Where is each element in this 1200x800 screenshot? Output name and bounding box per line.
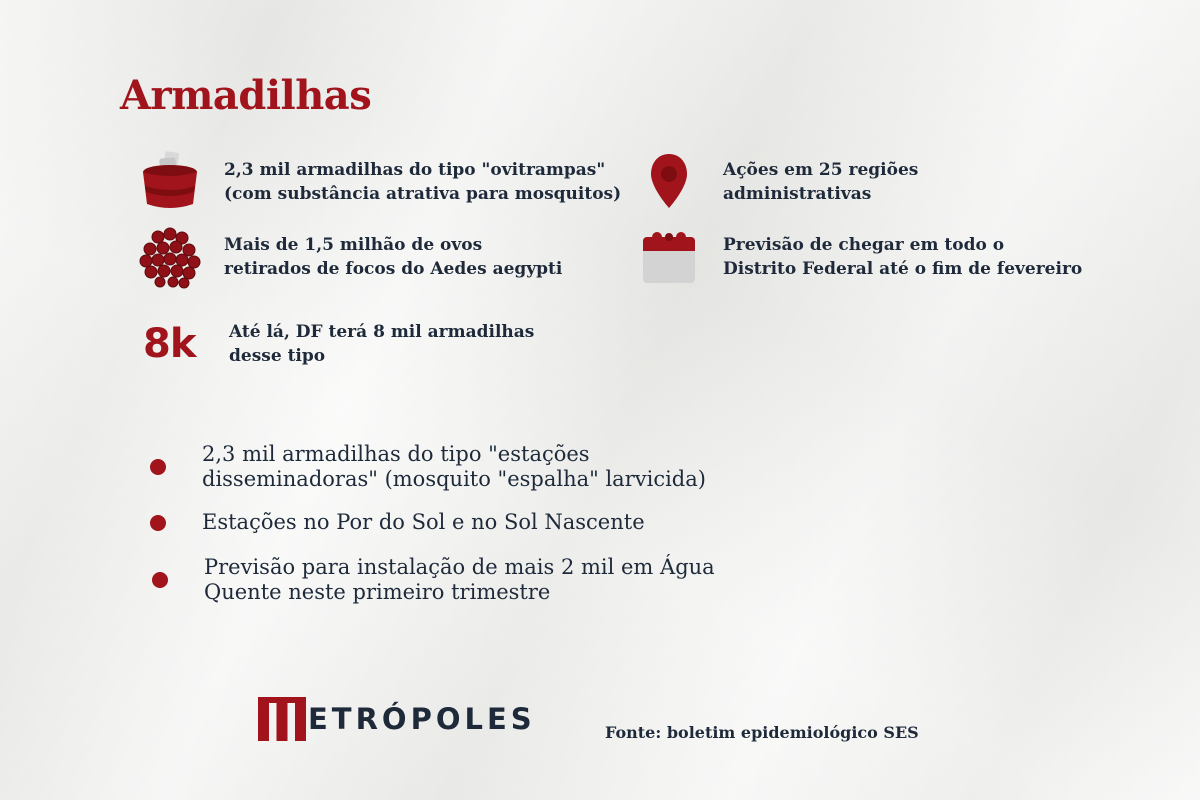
fact-line: Até lá, DF terá 8 mil armadilhas	[229, 322, 535, 342]
bullet-line: 2,3 mil armadilhas do tipo "estações	[202, 442, 590, 466]
trap-cup-icon	[138, 150, 202, 214]
bullet-dot	[150, 515, 166, 531]
fact-line: (com substância atrativa para mosquitos)	[224, 184, 622, 204]
fact-line: Mais de 1,5 milhão de ovos	[224, 235, 483, 255]
metropoles-logo	[258, 697, 536, 741]
fact-line: Previsão de chegar em todo o	[723, 235, 1005, 255]
bullet-line: disseminadoras" (mosquito "espalha" larvicida)	[202, 467, 706, 491]
fact-line: administrativas	[723, 184, 872, 204]
fact-ovos	[138, 225, 562, 289]
fact-line: Distrito Federal até o fim de fevereiro	[723, 259, 1083, 279]
fact-8k	[143, 312, 534, 376]
eggs-icon	[138, 225, 202, 289]
page-title: Armadilhas	[120, 72, 372, 119]
fact-line: Ações em 25 regiões	[723, 160, 919, 180]
bullet-dot	[150, 459, 166, 475]
bullet-agua-quente	[152, 555, 715, 605]
big-number-8k: 8k	[143, 321, 196, 367]
map-pin-icon	[637, 150, 701, 214]
bullet-estacoes-disseminadoras	[150, 442, 706, 492]
metropoles-m-icon	[258, 697, 306, 741]
bullet-line: Quente neste primeiro trimestre	[204, 580, 551, 604]
fact-regioes	[637, 150, 918, 214]
fact-previsao-df	[637, 225, 1082, 289]
bullet-line: Estações no Por do Sol e no Sol Nascente	[202, 510, 645, 534]
bullet-dot	[152, 572, 168, 588]
fact-line: desse tipo	[229, 346, 326, 366]
bullet-por-do-sol	[150, 510, 645, 535]
logo-text: ETRÓPOLES	[308, 702, 536, 736]
fact-line: 2,3 mil armadilhas do tipo "ovitrampas"	[224, 160, 606, 180]
source-note: Fonte: boletim epidemiológico SES	[605, 723, 919, 742]
fact-ovitrampas	[138, 150, 621, 214]
bullet-line: Previsão para instalação de mais 2 mil em Água	[204, 555, 715, 579]
fact-line: retirados de focos do Aedes aegypti	[224, 259, 563, 279]
calendar-icon	[637, 225, 701, 289]
